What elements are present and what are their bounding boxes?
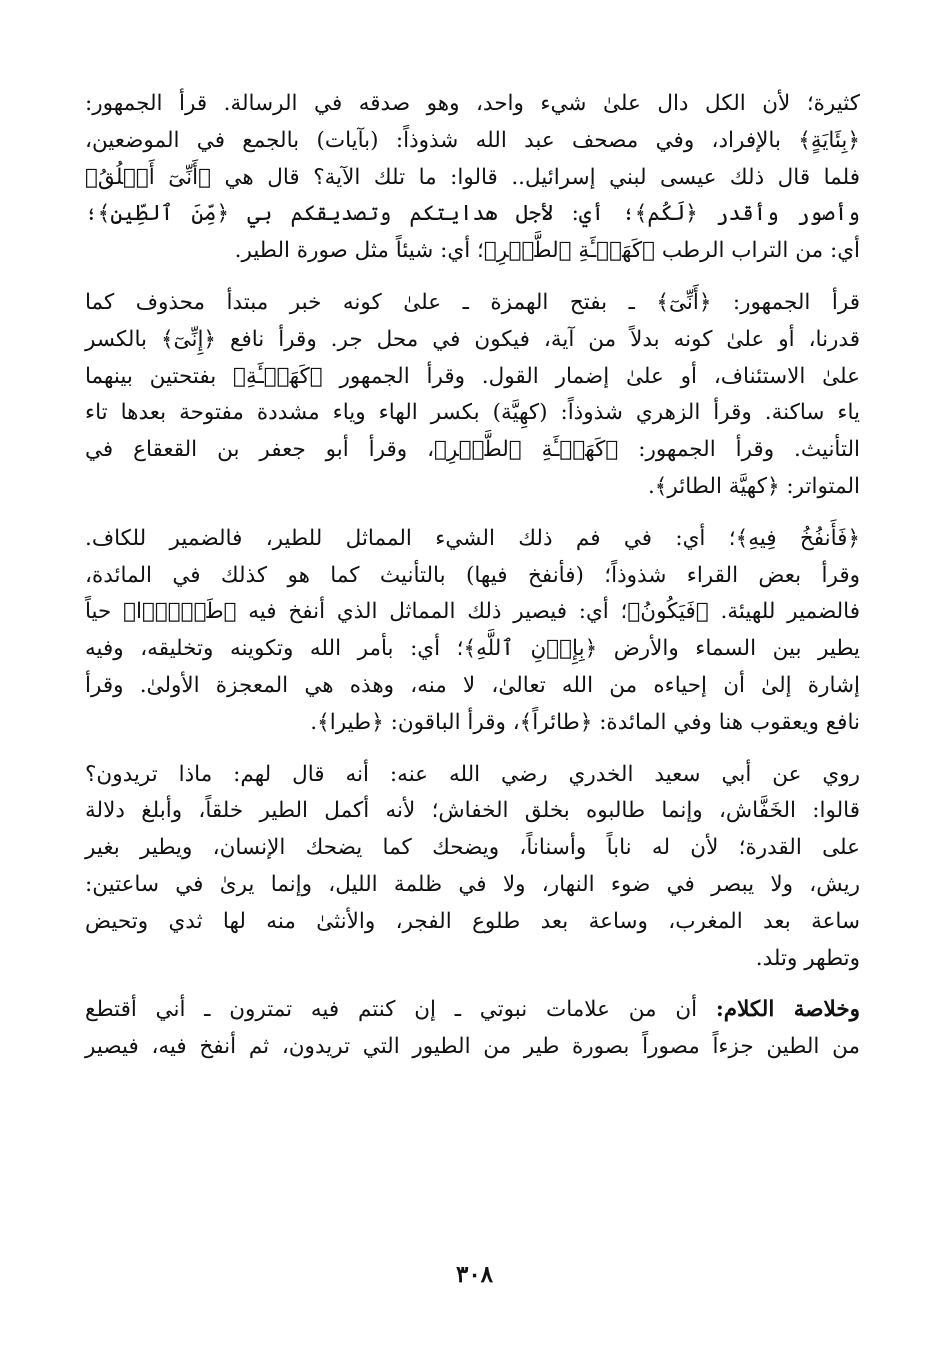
paragraph-5 — [85, 992, 860, 1066]
text-line: أي: من التراب الرطب ﴿كَهَيۡـَٔةِ ٱلطَّيۡرِ﴾؛ أي: شيئاً مثل صورة الطير. — [234, 238, 860, 264]
text-line: ساعة بعد المغرب، وساعة بعد طلوع الفجر، والأنثىٰ منه لها ثدي وتحيض — [85, 908, 860, 934]
text-line: المتواتر: ﴿كهيَّة الطائر﴾. — [647, 473, 860, 499]
text-line: علىٰ الاستئناف، أو علىٰ إضمار القول. وقرأ الجمهور ﴿كَهَيۡـَٔةِ﴾ بفتحتين بينهما — [85, 363, 860, 389]
text-line: وأصور وأقدر ﴿لَكُم﴾؛ أي: لأجل هدايتكم وتصديقكم بي ﴿مِّنَ ٱلطِّينِ﴾؛ — [85, 201, 860, 227]
text-line: روي عن أبي سعيد الخدري رضي الله عنه: أنه قال لهم: ماذا تريدون؟ — [85, 761, 860, 787]
text-line: التأنيث. وقرأ الجمهور: ﴿كَهَيۡـَٔةِ ٱلطَّيۡرِ﴾، وقرأ أبو جعفر بن القعقاع في — [85, 437, 860, 463]
text-line: كثيرة؛ لأن الكل دال علىٰ شيء واحد، وهو صدقه في الرسالة. قرأ الجمهور: — [85, 91, 860, 116]
text-line: قدرنا، أو علىٰ كونه بدلاً من آية، فيكون في محل جر. وقرأ نافع ﴿إِنِّىٓ﴾ بالكسر — [85, 326, 860, 352]
text-line: وقرأ بعض القراء شذوذاً؛ (فأنفخ فيها) بالتأنيث كما هو كذلك في المائدة، — [85, 562, 860, 588]
text-line-content: أن من علامات نبوتي ـ إن كنتم فيه تمترون ـ أني أقتطع — [85, 997, 698, 1023]
text-line: يطير بين السماء والأرض ﴿بِإِذۡنِ ٱللَّهِ﴾؛ أي: بأمر الله وتكوينه وتخليقه، وفيه — [85, 636, 860, 662]
text-line: ﴿فَأَنفُخُ فِيهِ﴾؛ أي: في فم ذلك الشيء المماثل للطير، فالضمير للكاف. — [85, 525, 860, 551]
page-number: ٣٠٨ — [455, 1261, 494, 1288]
paragraph-3 — [85, 521, 860, 742]
section-lead: وخلاصة الكلام: — [715, 997, 860, 1023]
paragraph-4 — [85, 757, 860, 978]
text-line: ﴿بِئَايَةٍ﴾ بالإفراد، وفي مصحف عبد الله شذوذاً: (بآيات) بالجمع في الموضعين، — [85, 127, 860, 153]
text-line: فلما قال ذلك عيسى لبني إسرائيل.. قالوا: ما تلك الآية؟ قال هي ﴿أَنِّىٓ أَخۡلُقُ﴾ — [85, 164, 860, 190]
paragraph-2 — [85, 285, 860, 506]
text-line: من الطين جزءاً مصوراً بصورة طير من الطيور التي تريدون، ثم أنفخ فيه، فيصير — [85, 1034, 860, 1060]
text-line: وتطهر وتلد. — [755, 945, 860, 971]
text-line: نافع ويعقوب هنا وفي المائدة: ﴿طائراً﴾، وقرأ الباقون: ﴿طيرا﴾. — [310, 709, 860, 735]
text-line: ريش، ولا يبصر في ضوء النهار، ولا في ظلمة الليل، وإنما يرىٰ في ساعتين: — [85, 871, 860, 897]
text-line: على القدرة؛ لأن له ناباً وأسناناً، ويضحك كما يضحك الإنسان، ويطير بغير — [85, 835, 860, 861]
text-line: إشارة إلىٰ أن إحياءه من الله تعالىٰ، لا منه، وهذه هي المعجزة الأولىٰ. وقرأ — [85, 672, 860, 698]
text-line: فالضمير للهيئة. ﴿فَيَكُونُ﴾؛ أي: فيصير ذلك المماثل الذي أنفخ فيه ﴿طَيۡرَۢا﴾ حياً — [85, 599, 860, 625]
paragraph-1 — [85, 86, 860, 270]
text-line: قالوا: الخَفَّاش، وإنما طالبوه بخلق الخفاش؛ لأنه أكمل الطير خلقاً، وأبلغ دلالة — [85, 798, 860, 824]
text-line: ياء ساكنة. وقرأ الزهري شذوذاً: (كهِيَّة) بكسر الهاء وياء مشددة مفتوحة بعدها تاء — [85, 400, 860, 426]
page-body — [85, 86, 860, 1066]
text-line: قرأ الجمهور: ﴿أَنِّىٓ﴾ ـ بفتح الهمزة ـ علىٰ كونه خبر مبتدأ محذوف كما — [85, 289, 860, 315]
text-line — [85, 992, 860, 1029]
